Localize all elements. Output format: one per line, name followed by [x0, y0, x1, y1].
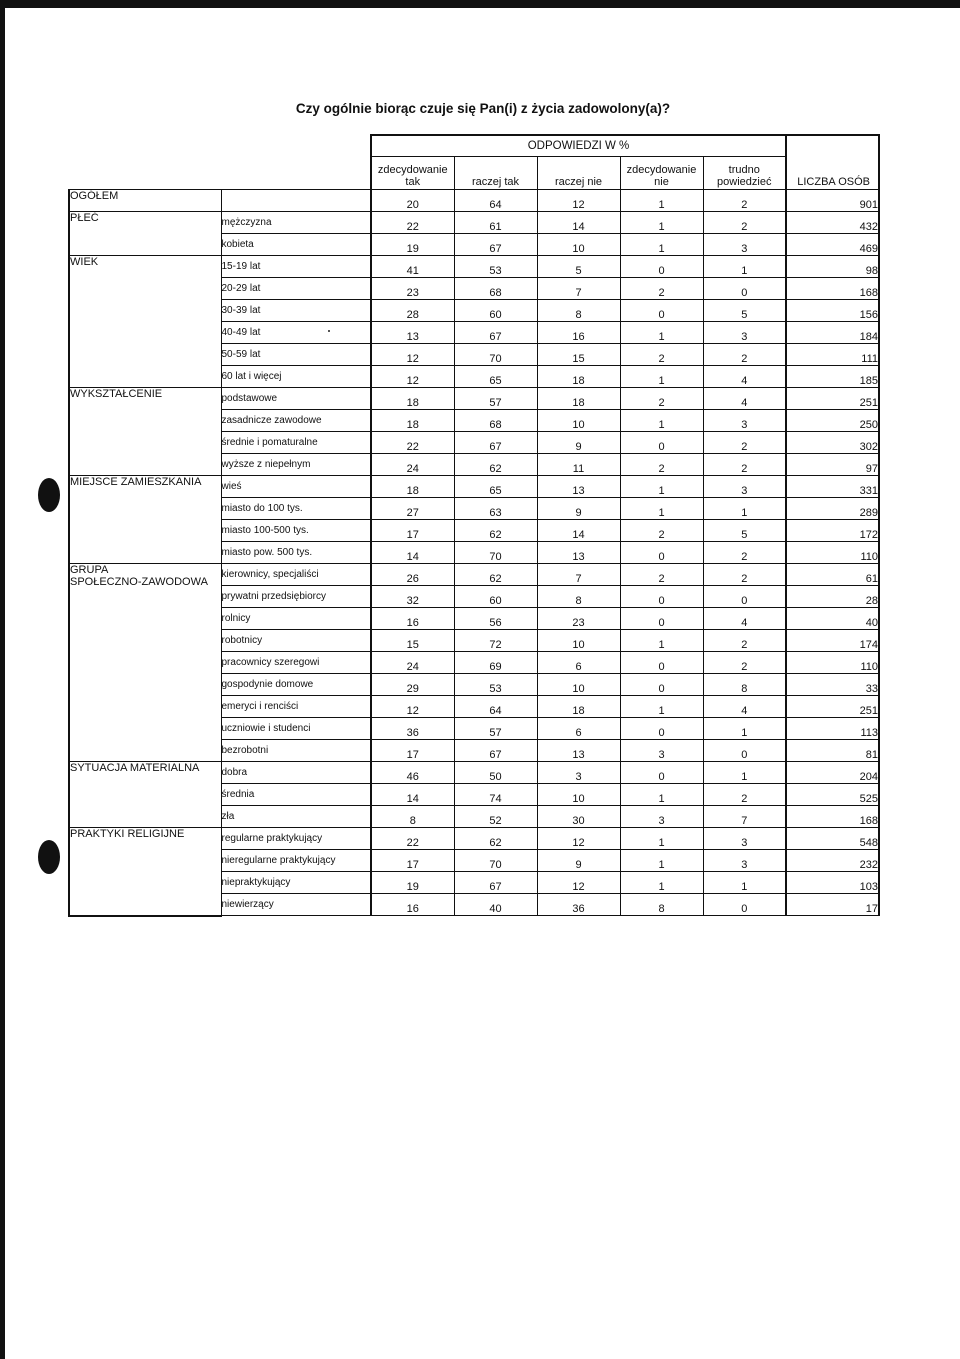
subcategory-label	[221, 190, 371, 212]
count-cell: 113	[786, 718, 879, 740]
subcategory-label: miasto pow. 500 tys.	[221, 542, 371, 564]
subcategory-label: 15-19 lat	[221, 256, 371, 278]
subcategory-label: średnia	[221, 784, 371, 806]
page-title: Czy ogólnie biorąc czuje się Pan(i) z życia zadowolony(a)?	[295, 101, 671, 116]
category-label-line: SYTUACJA MATERIALNA	[70, 762, 200, 774]
value-cell: 16	[371, 608, 454, 630]
value-cell: 13	[537, 740, 620, 762]
value-cell: 12	[371, 344, 454, 366]
category-label: OGÓŁEM	[69, 190, 221, 212]
value-cell: 15	[537, 344, 620, 366]
subcategory-label: miasto do 100 tys.	[221, 498, 371, 520]
value-cell: 2	[703, 344, 786, 366]
value-cell: 67	[454, 872, 537, 894]
value-cell: 2	[703, 784, 786, 806]
value-cell: 0	[620, 762, 703, 784]
value-cell: 36	[371, 718, 454, 740]
value-cell: 7	[703, 806, 786, 828]
column-header	[620, 157, 703, 190]
value-cell: 2	[620, 278, 703, 300]
count-cell: 289	[786, 498, 879, 520]
value-cell: 2	[703, 432, 786, 454]
count-cell: 156	[786, 300, 879, 322]
value-cell: 4	[703, 388, 786, 410]
category-label-line: MIEJSCE ZAMIESZKANIA	[70, 476, 202, 488]
count-cell: 103	[786, 872, 879, 894]
category-label	[69, 564, 221, 762]
category-label-line: SPOŁECZNO-ZAWODOWA	[70, 576, 208, 588]
subcategory-label: robotnicy	[221, 630, 371, 652]
value-cell: 0	[620, 542, 703, 564]
value-cell: 2	[703, 212, 786, 234]
value-cell: 67	[454, 740, 537, 762]
value-cell: 1	[620, 872, 703, 894]
count-cell: 110	[786, 542, 879, 564]
subcategory-label: 60 lat i więcej	[221, 366, 371, 388]
count-cell: 61	[786, 564, 879, 586]
count-cell: 250	[786, 410, 879, 432]
value-cell: 2	[703, 630, 786, 652]
count-cell: 251	[786, 388, 879, 410]
count-cell: 172	[786, 520, 879, 542]
value-cell: 28	[371, 300, 454, 322]
subcategory-label: zasadnicze zawodowe	[221, 410, 371, 432]
value-cell: 18	[371, 410, 454, 432]
value-cell: 70	[454, 542, 537, 564]
category-label-line: GRUPA	[70, 564, 109, 576]
table-row	[69, 476, 879, 498]
value-cell: 8	[537, 586, 620, 608]
value-cell: 14	[371, 542, 454, 564]
subcategory-label: 40-49 lat	[221, 322, 371, 344]
subcategory-label: niewierzący	[221, 894, 371, 916]
value-cell: 0	[703, 586, 786, 608]
value-cell: 2	[703, 190, 786, 212]
value-cell: 22	[371, 432, 454, 454]
value-cell: 18	[537, 366, 620, 388]
value-cell: 24	[371, 652, 454, 674]
column-header-line: nie	[654, 176, 669, 188]
value-cell: 0	[703, 278, 786, 300]
value-cell: 3	[703, 828, 786, 850]
subcategory-label: regularne praktykujący	[221, 828, 371, 850]
subcategory-label: bezrobotni	[221, 740, 371, 762]
subcategory-label: kierownicy, specjaliści	[221, 564, 371, 586]
count-cell: 110	[786, 652, 879, 674]
value-cell: 2	[703, 454, 786, 476]
count-cell: 168	[786, 278, 879, 300]
column-header-line: zdecydowanie	[377, 164, 448, 176]
value-cell: 2	[620, 454, 703, 476]
column-header-line: tak	[405, 176, 421, 188]
count-cell: 168	[786, 806, 879, 828]
value-cell: 17	[371, 740, 454, 762]
value-cell: 40	[454, 894, 537, 916]
category-label	[69, 828, 221, 916]
value-cell: 4	[703, 608, 786, 630]
value-cell: 4	[703, 696, 786, 718]
subcategory-label: emeryci i renciści	[221, 696, 371, 718]
subcategory-label: 20-29 lat	[221, 278, 371, 300]
value-cell: 5	[703, 520, 786, 542]
value-cell: 1	[620, 696, 703, 718]
subcategory-label: dobra	[221, 762, 371, 784]
value-cell: 14	[537, 520, 620, 542]
subcategory-label: uczniowie i studenci	[221, 718, 371, 740]
value-cell: 1	[703, 498, 786, 520]
value-cell: 1	[620, 190, 703, 212]
subcategory-label: średnie i pomaturalne	[221, 432, 371, 454]
value-cell: 10	[537, 630, 620, 652]
value-cell: 57	[454, 388, 537, 410]
value-cell: 3	[703, 476, 786, 498]
value-cell: 0	[620, 432, 703, 454]
subcategory-label: wieś	[221, 476, 371, 498]
subcategory-label: nieregularne praktykujący	[221, 850, 371, 872]
value-cell: 18	[537, 388, 620, 410]
value-cell: 3	[537, 762, 620, 784]
category-label	[69, 762, 221, 828]
value-cell: 4	[703, 366, 786, 388]
value-cell: 3	[620, 806, 703, 828]
value-cell: 70	[454, 850, 537, 872]
value-cell: 2	[620, 344, 703, 366]
value-cell: 17	[371, 520, 454, 542]
value-cell: 0	[703, 894, 786, 916]
value-cell: 10	[537, 234, 620, 256]
value-cell: 62	[454, 520, 537, 542]
subcategory-label: 50-59 lat	[221, 344, 371, 366]
value-cell: 53	[454, 674, 537, 696]
count-column-header: LICZBA OSÓB	[786, 157, 879, 190]
value-cell: 5	[703, 300, 786, 322]
column-header	[454, 157, 537, 190]
value-cell: 3	[703, 850, 786, 872]
table-row-total	[69, 190, 879, 212]
count-cell: 331	[786, 476, 879, 498]
value-cell: 3	[703, 410, 786, 432]
value-cell: 29	[371, 674, 454, 696]
value-cell: 46	[371, 762, 454, 784]
category-label	[69, 256, 221, 388]
count-cell: 184	[786, 322, 879, 344]
count-cell: 81	[786, 740, 879, 762]
value-cell: 41	[371, 256, 454, 278]
subcategory-label: podstawowe	[221, 388, 371, 410]
value-cell: 10	[537, 784, 620, 806]
count-cell: 28	[786, 586, 879, 608]
value-cell: 22	[371, 828, 454, 850]
value-cell: 1	[620, 498, 703, 520]
count-cell: 232	[786, 850, 879, 872]
value-cell: 3	[703, 322, 786, 344]
value-cell: 64	[454, 696, 537, 718]
value-cell: 2	[703, 652, 786, 674]
value-cell: 1	[620, 476, 703, 498]
value-cell: 62	[454, 454, 537, 476]
count-cell: 40	[786, 608, 879, 630]
value-cell: 5	[537, 256, 620, 278]
subcategory-label: kobieta	[221, 234, 371, 256]
count-cell: 251	[786, 696, 879, 718]
value-cell: 57	[454, 718, 537, 740]
table-row	[69, 564, 879, 586]
subcategory-label: 30-39 lat	[221, 300, 371, 322]
value-cell: 67	[454, 234, 537, 256]
count-cell: 432	[786, 212, 879, 234]
punch-hole-mark	[38, 478, 60, 512]
value-cell: 65	[454, 366, 537, 388]
value-cell: 24	[371, 454, 454, 476]
count-cell: 302	[786, 432, 879, 454]
value-cell: 0	[620, 586, 703, 608]
value-cell: 64	[454, 190, 537, 212]
subcategory-label: miasto 100-500 tys.	[221, 520, 371, 542]
value-cell: 9	[537, 432, 620, 454]
column-header-line: raczej nie	[554, 176, 603, 188]
table-row	[69, 256, 879, 278]
value-cell: 1	[620, 828, 703, 850]
value-cell: 12	[371, 696, 454, 718]
punch-hole-mark	[38, 840, 60, 874]
value-cell: 12	[537, 872, 620, 894]
column-header-line: trudno	[728, 164, 760, 176]
value-cell: 50	[454, 762, 537, 784]
count-cell: 111	[786, 344, 879, 366]
count-cell: 174	[786, 630, 879, 652]
value-cell: 68	[454, 278, 537, 300]
value-cell: 60	[454, 586, 537, 608]
subcategory-label: zła	[221, 806, 371, 828]
value-cell: 0	[620, 718, 703, 740]
value-cell: 0	[620, 300, 703, 322]
value-cell: 16	[371, 894, 454, 916]
subcategory-label: niepraktykujący	[221, 872, 371, 894]
value-cell: 1	[620, 410, 703, 432]
value-cell: 1	[620, 784, 703, 806]
count-cell: 185	[786, 366, 879, 388]
value-cell: 8	[703, 674, 786, 696]
value-cell: 1	[620, 322, 703, 344]
value-cell: 27	[371, 498, 454, 520]
value-cell: 18	[371, 388, 454, 410]
value-cell: 17	[371, 850, 454, 872]
value-cell: 18	[537, 696, 620, 718]
value-cell: 67	[454, 322, 537, 344]
value-cell: 26	[371, 564, 454, 586]
count-cell: 17	[786, 894, 879, 916]
value-cell: 23	[537, 608, 620, 630]
value-cell: 30	[537, 806, 620, 828]
value-cell: 9	[537, 498, 620, 520]
category-label	[69, 388, 221, 476]
category-label	[69, 476, 221, 564]
value-cell: 7	[537, 564, 620, 586]
value-cell: 19	[371, 234, 454, 256]
value-cell: 0	[620, 652, 703, 674]
value-cell: 15	[371, 630, 454, 652]
value-cell: 12	[537, 828, 620, 850]
value-cell: 62	[454, 828, 537, 850]
value-cell: 60	[454, 300, 537, 322]
category-label	[69, 212, 221, 256]
value-cell: 1	[620, 630, 703, 652]
value-cell: 20	[371, 190, 454, 212]
category-label-line: PŁEĆ	[70, 212, 99, 224]
value-cell: 2	[620, 388, 703, 410]
value-cell: 67	[454, 432, 537, 454]
subcategory-label: mężczyzna	[221, 212, 371, 234]
value-cell: 10	[537, 410, 620, 432]
value-cell: 1	[703, 718, 786, 740]
value-cell: 12	[537, 190, 620, 212]
subcategory-label: prywatni przedsiębiorcy	[221, 586, 371, 608]
value-cell: 2	[620, 564, 703, 586]
value-cell: 61	[454, 212, 537, 234]
table-row	[69, 388, 879, 410]
value-cell: 8	[620, 894, 703, 916]
value-cell: 8	[537, 300, 620, 322]
count-cell: 469	[786, 234, 879, 256]
value-cell: 23	[371, 278, 454, 300]
value-cell: 1	[703, 762, 786, 784]
value-cell: 22	[371, 212, 454, 234]
value-cell: 0	[620, 608, 703, 630]
value-cell: 6	[537, 652, 620, 674]
count-cell: 204	[786, 762, 879, 784]
column-header-line: powiedzieć	[717, 176, 772, 188]
value-cell: 9	[537, 850, 620, 872]
value-cell: 6	[537, 718, 620, 740]
value-cell: 32	[371, 586, 454, 608]
value-cell: 62	[454, 564, 537, 586]
scan-edge-left	[0, 0, 5, 1359]
subcategory-label: wyższe z niepełnym	[221, 454, 371, 476]
value-cell: 69	[454, 652, 537, 674]
value-cell: 63	[454, 498, 537, 520]
count-cell: 525	[786, 784, 879, 806]
scan-edge-top	[0, 0, 960, 8]
column-header	[537, 157, 620, 190]
value-cell: 13	[537, 476, 620, 498]
value-cell: 10	[537, 674, 620, 696]
count-cell: 901	[786, 190, 879, 212]
value-cell: 3	[620, 740, 703, 762]
column-header	[371, 157, 454, 190]
value-cell: 18	[371, 476, 454, 498]
count-cell: 33	[786, 674, 879, 696]
value-cell: 3	[703, 234, 786, 256]
value-cell: 1	[703, 256, 786, 278]
value-cell: 1	[620, 212, 703, 234]
value-cell: 1	[620, 234, 703, 256]
category-label-line: WYKSZTAŁCENIE	[70, 388, 163, 400]
value-cell: 0	[703, 740, 786, 762]
count-cell: 548	[786, 828, 879, 850]
survey-table	[68, 134, 880, 917]
value-cell: 65	[454, 476, 537, 498]
count-cell: 97	[786, 454, 879, 476]
value-cell: 12	[371, 366, 454, 388]
value-cell: 8	[371, 806, 454, 828]
value-cell: 72	[454, 630, 537, 652]
value-cell: 11	[537, 454, 620, 476]
answers-group-header: ODPOWIEDZI W %	[371, 135, 786, 157]
value-cell: 14	[537, 212, 620, 234]
table-row	[69, 828, 879, 850]
value-cell: 7	[537, 278, 620, 300]
value-cell: 68	[454, 410, 537, 432]
value-cell: 2	[703, 564, 786, 586]
value-cell: 2	[703, 542, 786, 564]
column-header	[703, 157, 786, 190]
category-label-line: PRAKTYKI RELIGIJNE	[70, 828, 185, 840]
column-header-line: raczej tak	[471, 176, 520, 188]
value-cell: 0	[620, 256, 703, 278]
value-cell: 70	[454, 344, 537, 366]
table-row	[69, 762, 879, 784]
value-cell: 1	[703, 872, 786, 894]
value-cell: 19	[371, 872, 454, 894]
value-cell: 2	[620, 520, 703, 542]
value-cell: 13	[537, 542, 620, 564]
value-cell: 36	[537, 894, 620, 916]
value-cell: 13	[371, 322, 454, 344]
value-cell: 0	[620, 674, 703, 696]
column-header-line: zdecydowanie	[626, 164, 697, 176]
category-label-line: WIEK	[70, 256, 99, 268]
value-cell: 56	[454, 608, 537, 630]
value-cell: 74	[454, 784, 537, 806]
subcategory-label: pracownicy szeregowi	[221, 652, 371, 674]
table-row	[69, 212, 879, 234]
value-cell: 53	[454, 256, 537, 278]
value-cell: 16	[537, 322, 620, 344]
value-cell: 14	[371, 784, 454, 806]
count-cell: 98	[786, 256, 879, 278]
value-cell: 52	[454, 806, 537, 828]
value-cell: 1	[620, 850, 703, 872]
subcategory-label: gospodynie domowe	[221, 674, 371, 696]
subcategory-label: rolnicy	[221, 608, 371, 630]
value-cell: 1	[620, 366, 703, 388]
